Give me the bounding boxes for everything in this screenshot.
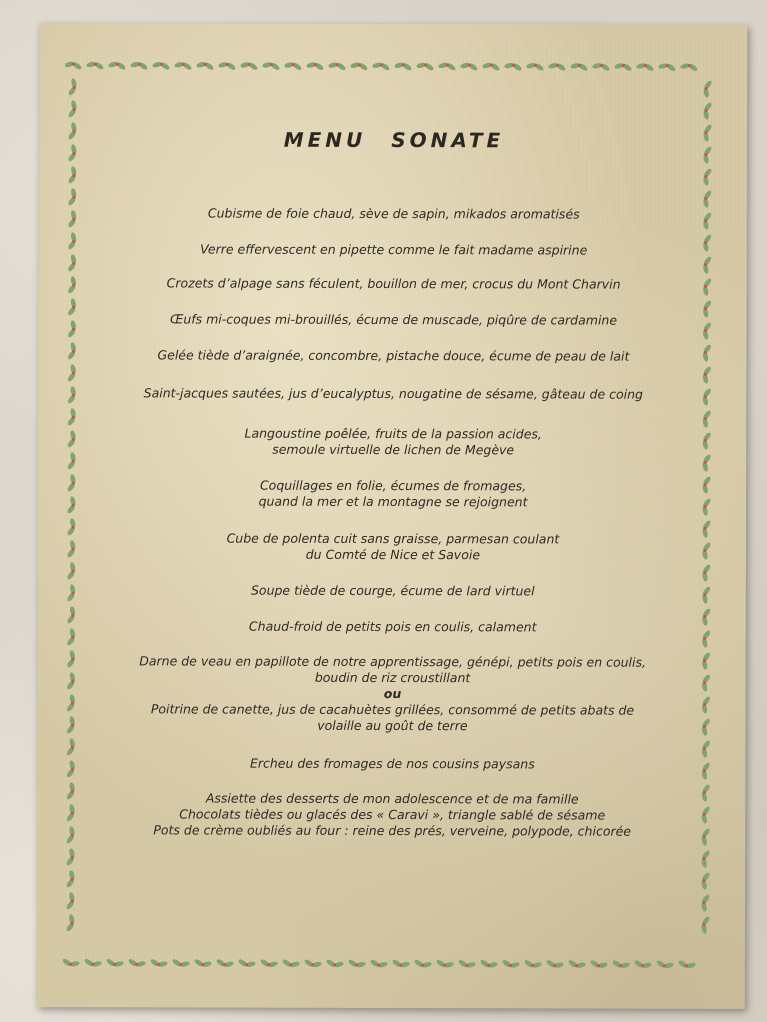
holly-sprig-icon — [701, 233, 713, 253]
holly-sprig-icon — [700, 255, 712, 275]
holly-sprig-icon — [66, 605, 78, 625]
holly-sprig-icon — [85, 59, 105, 71]
holly-sprig-icon — [67, 187, 79, 207]
dish-line: semoule virtuelle de lichen de Megève — [272, 441, 515, 458]
holly-sprig-icon — [349, 60, 369, 72]
dish-line: Crozets d’alpage sans féculent, bouillon de mer, crocus du Mont Charvin — [166, 275, 621, 292]
holly-sprig-icon — [481, 60, 501, 72]
dish-3 — [99, 275, 689, 293]
holly-sprig-icon — [700, 343, 712, 363]
holly-sprig-icon — [66, 517, 78, 537]
holly-sprig-icon — [701, 189, 713, 209]
holly-sprig-icon — [435, 958, 455, 970]
holly-sprig-icon — [66, 297, 78, 317]
dish-line: Ercheu des fromages de nos cousins paysans — [249, 755, 535, 772]
holly-sprig-icon — [699, 915, 711, 935]
holly-sprig-icon — [261, 60, 281, 72]
holly-sprig-icon — [371, 60, 391, 72]
holly-sprig-icon — [635, 61, 655, 73]
holly-sprig-icon — [65, 869, 77, 889]
dish-line: Œufs mi-coques mi-brouillés, écume de muscade, piqûre de cardamine — [169, 311, 618, 328]
dish-line: Gelée tiède d’araignée, concombre, pistache douce, écume de peau de lait — [157, 347, 630, 364]
holly-sprig-icon — [700, 519, 712, 539]
holly-sprig-icon — [459, 60, 479, 72]
dish-line: Poitrine de canette, jus de cacahuètes grillées, consommé de petits abats de — [150, 701, 635, 718]
holly-sprig-icon — [65, 693, 77, 713]
holly-sprig-icon — [63, 59, 83, 71]
holly-sprig-icon — [591, 61, 611, 73]
holly-sprig-icon — [700, 541, 712, 561]
holly-sprig-icon — [523, 958, 543, 970]
holly-sprig-icon — [67, 99, 79, 119]
holly-sprig-icon — [699, 849, 711, 869]
holly-sprig-icon — [677, 959, 697, 971]
dish-10 — [98, 582, 688, 600]
dish-2 — [99, 241, 689, 259]
dish-5 — [98, 347, 688, 365]
holly-sprig-icon — [699, 717, 711, 737]
holly-sprig-icon — [66, 561, 78, 581]
holly-sprig-icon — [215, 958, 235, 970]
holly-sprig-icon — [699, 695, 711, 715]
dish-15 — [97, 790, 687, 840]
holly-sprig-icon — [281, 958, 301, 970]
or-label: ou — [383, 685, 402, 702]
dish-line: Pots de crème oubliés au four : reine des prés, verveine, polypode, chicorée — [153, 822, 632, 839]
holly-sprig-icon — [700, 563, 712, 583]
holly-sprig-icon — [413, 958, 433, 970]
holly-sprig-icon — [699, 739, 711, 759]
holly-sprig-icon — [479, 958, 499, 970]
holly-sprig-icon — [699, 827, 711, 847]
holly-sprig-icon — [66, 363, 78, 383]
holly-sprig-icon — [237, 958, 257, 970]
holly-sprig-icon — [325, 958, 345, 970]
holly-sprig-icon — [129, 59, 149, 71]
holly-sprig-icon — [369, 958, 389, 970]
holly-sprig-icon — [700, 497, 712, 517]
holly-sprig-icon — [217, 60, 237, 72]
menu-card — [37, 23, 748, 1009]
holly-sprig-icon — [700, 365, 712, 385]
holly-sprig-icon — [545, 959, 565, 971]
holly-sprig-icon — [701, 79, 713, 99]
holly-sprig-icon — [699, 673, 711, 693]
holly-sprig-icon — [83, 957, 103, 969]
holly-sprig-icon — [699, 783, 711, 803]
holly-sprig-icon — [151, 59, 171, 71]
holly-sprig-icon — [701, 145, 713, 165]
dish-12 — [98, 653, 688, 687]
holly-sprig-icon — [700, 453, 712, 473]
holly-sprig-icon — [655, 959, 675, 971]
holly-sprig-icon — [66, 451, 78, 471]
dish-7 — [98, 425, 688, 459]
holly-sprig-icon — [503, 60, 523, 72]
menu-title: MENU SONATE — [283, 127, 505, 153]
holly-sprig-icon — [66, 539, 78, 559]
dish-11 — [98, 618, 688, 636]
holly-sprig-icon — [65, 803, 77, 823]
holly-sprig-icon — [67, 143, 79, 163]
dish-line: du Comté de Nice et Savoie — [305, 546, 481, 563]
holly-sprig-icon — [66, 319, 78, 339]
holly-sprig-icon — [171, 958, 191, 970]
holly-sprig-icon — [63, 957, 81, 969]
holly-sprig-icon — [567, 959, 587, 971]
holly-sprig-icon — [65, 847, 77, 867]
holly-sprig-icon — [67, 77, 79, 97]
dish-line: Chaud-froid de petits pois en coulis, calament — [248, 618, 537, 635]
holly-sprig-icon — [66, 583, 78, 603]
holly-sprig-icon — [657, 61, 677, 73]
holly-sprig-icon — [393, 60, 413, 72]
or-separator — [98, 685, 688, 703]
holly-sprig-icon — [391, 958, 411, 970]
dish-14 — [97, 755, 687, 773]
holly-sprig-icon — [66, 275, 78, 295]
holly-sprig-icon — [700, 585, 712, 605]
holly-sprig-icon — [239, 60, 259, 72]
holly-sprig-icon — [66, 429, 78, 449]
holly-sprig-icon — [525, 60, 545, 72]
holly-sprig-icon — [611, 959, 631, 971]
holly-sprig-icon — [457, 958, 477, 970]
holly-sprig-icon — [437, 60, 457, 72]
dish-line: Soupe tiède de courge, écume de lard virtuel — [250, 582, 535, 599]
holly-sprig-icon — [547, 61, 567, 73]
holly-sprig-icon — [679, 61, 699, 73]
holly-sprig-icon — [700, 387, 712, 407]
holly-sprig-icon — [701, 211, 713, 231]
dish-line: boudin de riz croustillant — [314, 669, 471, 686]
dish-line: Darne de veau en papillote de notre apprentissage, génépi, petits pois en coulis, — [139, 653, 647, 670]
holly-sprig-icon — [699, 651, 711, 671]
holly-sprig-icon — [327, 60, 347, 72]
holly-sprig-icon — [701, 123, 713, 143]
holly-sprig-icon — [65, 825, 77, 845]
holly-sprig-icon — [107, 59, 127, 71]
holly-sprig-icon — [501, 958, 521, 970]
dish-line: Langoustine poêlée, fruits de la passion acides, — [244, 425, 542, 442]
dish-1 — [99, 205, 689, 223]
holly-sprig-icon — [613, 61, 633, 73]
dish-8 — [98, 477, 688, 511]
holly-sprig-icon — [65, 671, 77, 691]
holly-sprig-icon — [283, 60, 303, 72]
holly-sprig-icon — [65, 759, 77, 779]
dish-line: Assiette des desserts de mon adolescence et de ma famille — [205, 790, 579, 807]
holly-sprig-icon — [65, 627, 77, 647]
holly-sprig-icon — [259, 958, 279, 970]
holly-sprig-icon — [699, 805, 711, 825]
dish-line: Coquillages en folie, écumes de fromages, — [259, 477, 527, 494]
holly-sprig-icon — [347, 958, 367, 970]
dish-4 — [98, 311, 688, 329]
holly-sprig-icon — [699, 893, 711, 913]
holly-sprig-icon — [67, 165, 79, 185]
holly-sprig-icon — [65, 781, 77, 801]
dish-9 — [98, 530, 688, 564]
holly-sprig-icon — [66, 473, 78, 493]
holly-sprig-icon — [700, 475, 712, 495]
dish-line: Saint-jacques sautées, jus d’eucalyptus, nougatine de sésame, gâteau de coing — [143, 385, 643, 402]
holly-sprig-icon — [700, 431, 712, 451]
holly-sprig-icon — [173, 60, 193, 72]
dish-13 — [97, 701, 687, 735]
holly-sprig-icon — [65, 737, 77, 757]
holly-sprig-icon — [66, 385, 78, 405]
holly-sprig-icon — [700, 321, 712, 341]
holly-sprig-icon — [66, 407, 78, 427]
dish-6 — [98, 385, 688, 403]
dish-line: volaille au goût de terre — [317, 717, 468, 734]
holly-sprig-icon — [569, 61, 589, 73]
holly-sprig-icon — [701, 101, 713, 121]
holly-sprig-icon — [589, 959, 609, 971]
holly-sprig-icon — [67, 231, 79, 251]
holly-sprig-icon — [633, 959, 653, 971]
holly-sprig-icon — [305, 60, 325, 72]
holly-sprig-icon — [127, 957, 147, 969]
holly-sprig-icon — [699, 761, 711, 781]
holly-sprig-icon — [415, 60, 435, 72]
holly-sprig-icon — [700, 299, 712, 319]
holly-sprig-icon — [67, 121, 79, 141]
holly-sprig-icon — [67, 209, 79, 229]
holly-sprig-icon — [195, 60, 215, 72]
holly-sprig-icon — [699, 629, 711, 649]
holly-sprig-icon — [66, 495, 78, 515]
holly-sprig-icon — [65, 913, 77, 933]
holly-sprig-icon — [699, 871, 711, 891]
dish-line: quand la mer et la montagne se rejoignent — [258, 493, 528, 510]
holly-sprig-icon — [149, 957, 169, 969]
holly-sprig-icon — [65, 649, 77, 669]
dish-line: Verre effervescent en pipette comme le fait madame aspirine — [200, 241, 588, 258]
holly-sprig-icon — [700, 607, 712, 627]
holly-sprig-icon — [303, 958, 323, 970]
holly-sprig-icon — [193, 958, 213, 970]
dish-line: Cube de polenta cuit sans graisse, parmesan coulant — [226, 530, 560, 547]
dish-line: Cubisme de foie chaud, sève de sapin, mikados aromatisés — [207, 205, 580, 222]
holly-sprig-icon — [66, 341, 78, 361]
holly-sprig-icon — [105, 957, 125, 969]
holly-sprig-icon — [700, 409, 712, 429]
holly-sprig-icon — [701, 167, 713, 187]
dish-line: Chocolats tièdes ou glacés des « Caravi », triangle sablé de sésame — [179, 806, 606, 823]
holly-sprig-icon — [700, 277, 712, 297]
holly-sprig-icon — [65, 891, 77, 911]
holly-sprig-icon — [65, 715, 77, 735]
holly-sprig-icon — [66, 253, 78, 273]
